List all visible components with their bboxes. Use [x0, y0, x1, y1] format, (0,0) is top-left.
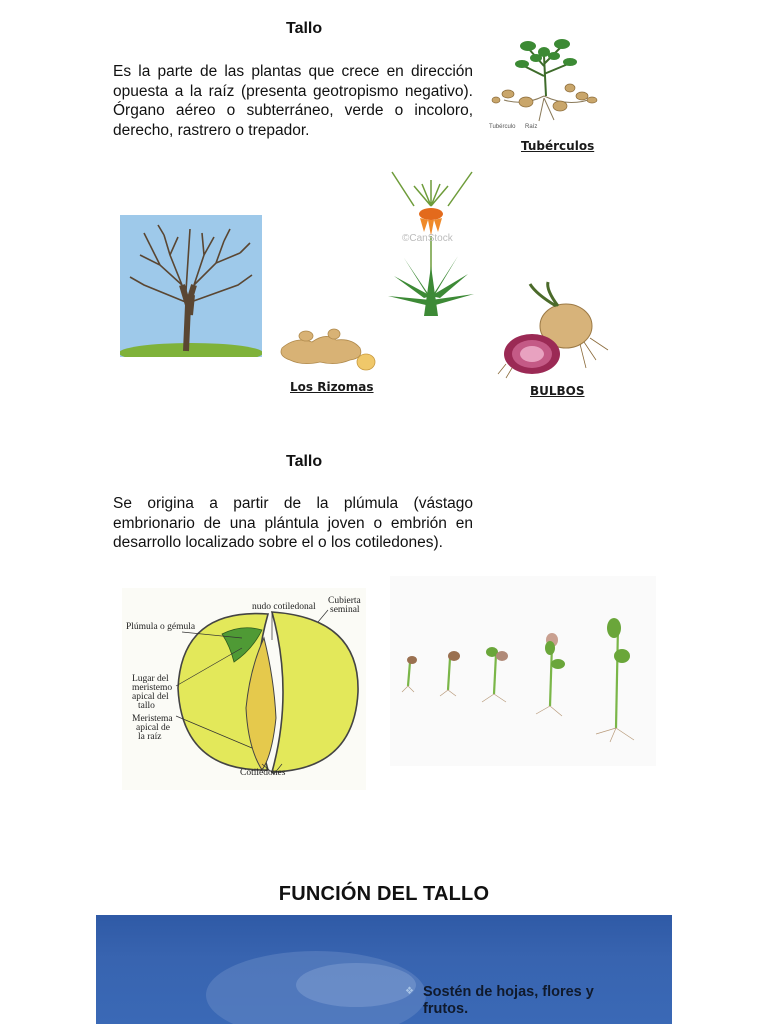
label-meristema-3: la raíz	[138, 732, 162, 742]
watermark: ©CanStock	[402, 233, 453, 244]
bullet-icon: ❖	[405, 986, 414, 997]
label-meristema-2: apical de	[136, 723, 171, 733]
rhizome-image	[276, 326, 380, 374]
label-nudo: nudo cotiledonal	[252, 602, 316, 612]
germination-image	[390, 576, 656, 766]
label-lugar-1: Lugar del	[132, 674, 169, 684]
bulbs-caption: BULBOS	[530, 384, 585, 398]
label-cubierta-2: seminal	[330, 605, 360, 615]
tree-image	[120, 215, 262, 357]
label-lugar-2: meristemo	[132, 683, 173, 693]
section-paragraph: Es la parte de las plantas que crece en dirección opuesta a la raíz (presenta geotropismo negativo). Órgano aéreo o subterráneo, verde o incoloro, derecho, rastrero o trepador.	[113, 63, 473, 139]
label-meristema-1: Meristema	[132, 714, 173, 724]
seed-diagram	[122, 588, 366, 790]
tubers-caption: Tubérculos	[521, 139, 595, 153]
tuber-label: Tubérculo	[489, 124, 516, 130]
tubers-image	[484, 36, 606, 136]
label-lugar-3: apical del	[132, 692, 169, 702]
section-heading: Tallo	[286, 453, 323, 470]
label-lugar-4: tallo	[138, 701, 155, 711]
bullet-line-1: Sostén de hojas, flores y	[423, 984, 594, 1000]
label-plumula: Plúmula o gémula	[126, 622, 196, 632]
rhizomes-caption: Los Rizomas	[290, 380, 374, 394]
function-title: FUNCIÓN DEL TALLO	[278, 883, 490, 905]
label-cotiledones: Cotilédones	[240, 768, 286, 778]
label-cubierta-1: Cubierta	[328, 596, 361, 606]
section-heading: Tallo	[286, 20, 323, 37]
bullet-line-2: frutos.	[423, 1001, 469, 1017]
root-label: Raíz	[525, 124, 538, 130]
bulbs-image	[496, 280, 614, 380]
section-paragraph: Se origina a partir de la plúmula (vástago embrionario de una plántula joven o embrión en desarrollo localizado sobre el o los cotiledones).	[113, 495, 473, 551]
function-slide	[96, 915, 672, 1024]
